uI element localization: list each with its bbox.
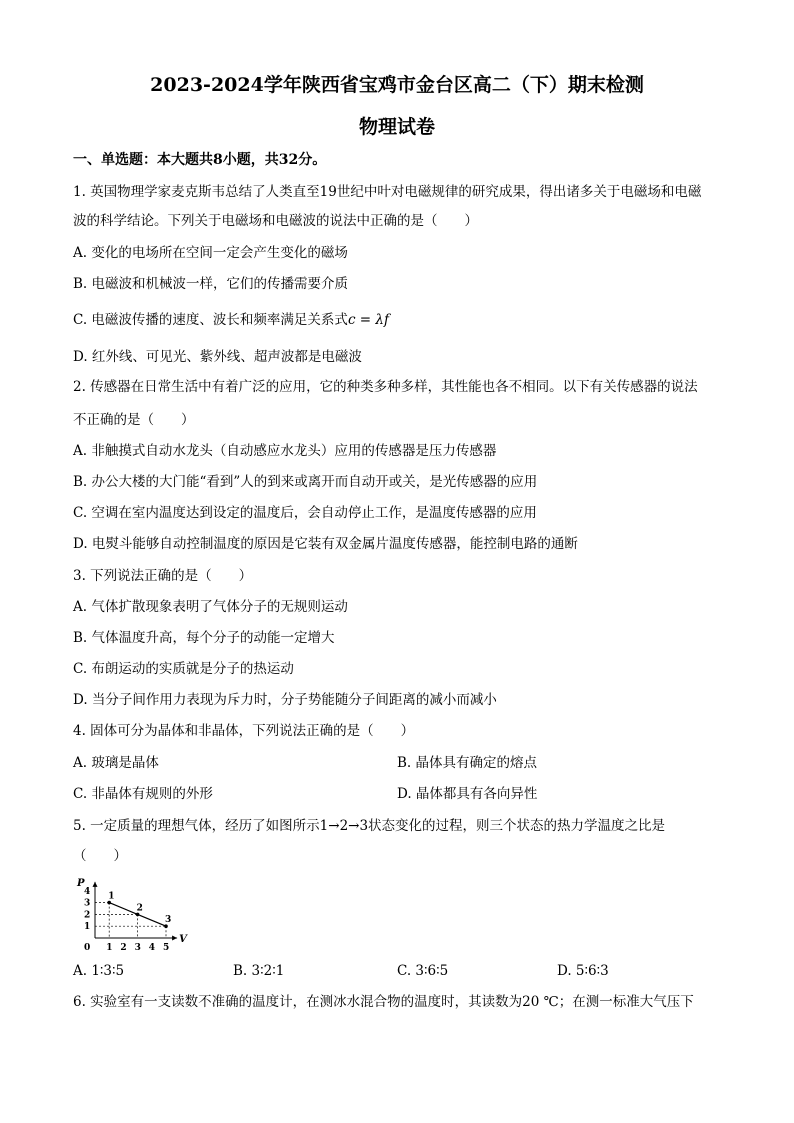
pv-diagram: [72, 872, 187, 953]
exam-title: 2023-2024学年陕西省宝鸡市金台区高二（下）期末检测: [150, 74, 644, 96]
q5-stem-line2: （ ）: [73, 848, 127, 864]
q3-option-a: A. 气体扩散现象表明了气体分子的无规则运动: [73, 599, 348, 615]
q3-option-b: B. 气体温度升高，每个分子的动能一定增大: [73, 630, 335, 646]
q5-stem-line1: 5. 一定质量的理想气体，经历了如图所示1→2→3状态变化的过程，则三个状态的热力学温度之比是: [73, 818, 666, 834]
q4-stem: 4. 固体可分为晶体和非晶体，下列说法正确的是（ ）: [73, 723, 415, 739]
q3-option-c: C. 布朗运动的实质就是分子的热运动: [73, 661, 294, 677]
y-tick-label: 2: [84, 910, 91, 921]
q1-option-a: A. 变化的电场所在空间一定会产生变化的磁场: [73, 245, 348, 261]
q1-option-b: B. 电磁波和机械波一样，它们的传播需要介质: [73, 276, 349, 292]
q5-option-d: D. 5∶6∶3: [557, 963, 609, 979]
q1-stem-line1: 1. 英国物理学家麦克斯韦总结了人类直至19世纪中叶对电磁规律的研究成果，得出诸多关于电磁场和电磁: [73, 184, 702, 200]
q4-option-c: C. 非晶体有规则的外形: [73, 786, 213, 802]
state-point-label: 1: [108, 891, 115, 902]
q4-option-d: D. 晶体都具有各向异性: [397, 786, 538, 802]
x-tick-label: 1: [106, 943, 113, 953]
x-axis-arrow: [172, 936, 177, 941]
section-heading: 一、单选题：本大题共8小题，共32分。: [73, 152, 327, 168]
q1-stem-line2: 波的科学结论。下列关于电磁场和电磁波的说法中正确的是（ ）: [73, 213, 478, 229]
q5-option-c: C. 3∶6∶5: [397, 963, 449, 979]
q2-option-c: C. 空调在室内温度达到设定的温度后，会自动停止工作，是温度传感器的应用: [73, 505, 537, 521]
y-axis-arrow: [93, 882, 98, 887]
x-tick-label: 4: [148, 943, 156, 953]
x-tick-label: 0: [84, 943, 91, 953]
q2-option-a: A. 非触摸式自动水龙头（自动感应水龙头）应用的传感器是压力传感器: [73, 443, 497, 459]
q2-stem-line2: 不正确的是（ ）: [73, 412, 195, 428]
q2-option-b: B. 办公大楼的大门能“看到”人的到来或离开而自动开或关，是光传感器的应用: [73, 474, 538, 490]
q2-stem-line1: 2. 传感器在日常生活中有着广泛的应用，它的种类多种多样，其性能也各不相同。以下有关传感器的说法: [73, 379, 698, 395]
y-tick-label: 4: [84, 886, 91, 897]
y-axis-label: P: [77, 877, 85, 889]
q5-option-a: A. 1∶3∶5: [73, 963, 125, 979]
q3-option-d: D. 当分子间作用力表现为斥力时，分子势能随分子间距离的减小而减小: [73, 692, 497, 708]
q4-option-a: A. 玻璃是晶体: [73, 755, 159, 771]
x-tick-label: 2: [120, 943, 127, 953]
exam-subtitle: 物理试卷: [358, 116, 435, 138]
q1-option-c: [73, 310, 389, 330]
x-tick-label: 5: [163, 943, 170, 953]
y-tick-label: 3: [84, 898, 91, 909]
q1-option-c-text: C. 电磁波传播的速度、波长和频率满足关系式: [73, 312, 348, 328]
q1-option-c-formula: c = λf: [347, 312, 389, 328]
q2-option-d: D. 电熨斗能够自动控制温度的原因是它装有双金属片温度传感器，能控制电路的通断: [73, 536, 578, 552]
x-tick-label: 3: [134, 943, 141, 953]
q1-option-d: D. 红外线、可见光、紫外线、超声波都是电磁波: [73, 349, 362, 365]
q3-stem: 3. 下列说法正确的是（ ）: [73, 568, 253, 584]
y-tick-label: 1: [84, 922, 91, 933]
q4-option-b: B. 晶体具有确定的熔点: [397, 755, 538, 771]
state-point-label: 2: [136, 903, 143, 914]
x-axis-label: V: [179, 934, 187, 945]
state-point-label: 3: [165, 915, 172, 926]
q6-stem-line1: 6. 实验室有一支读数不准确的温度计，在测冰水混合物的温度时，其读数为20 ℃；在测一标准大气压下: [73, 994, 694, 1010]
q5-option-b: B. 3∶2∶1: [233, 963, 285, 979]
